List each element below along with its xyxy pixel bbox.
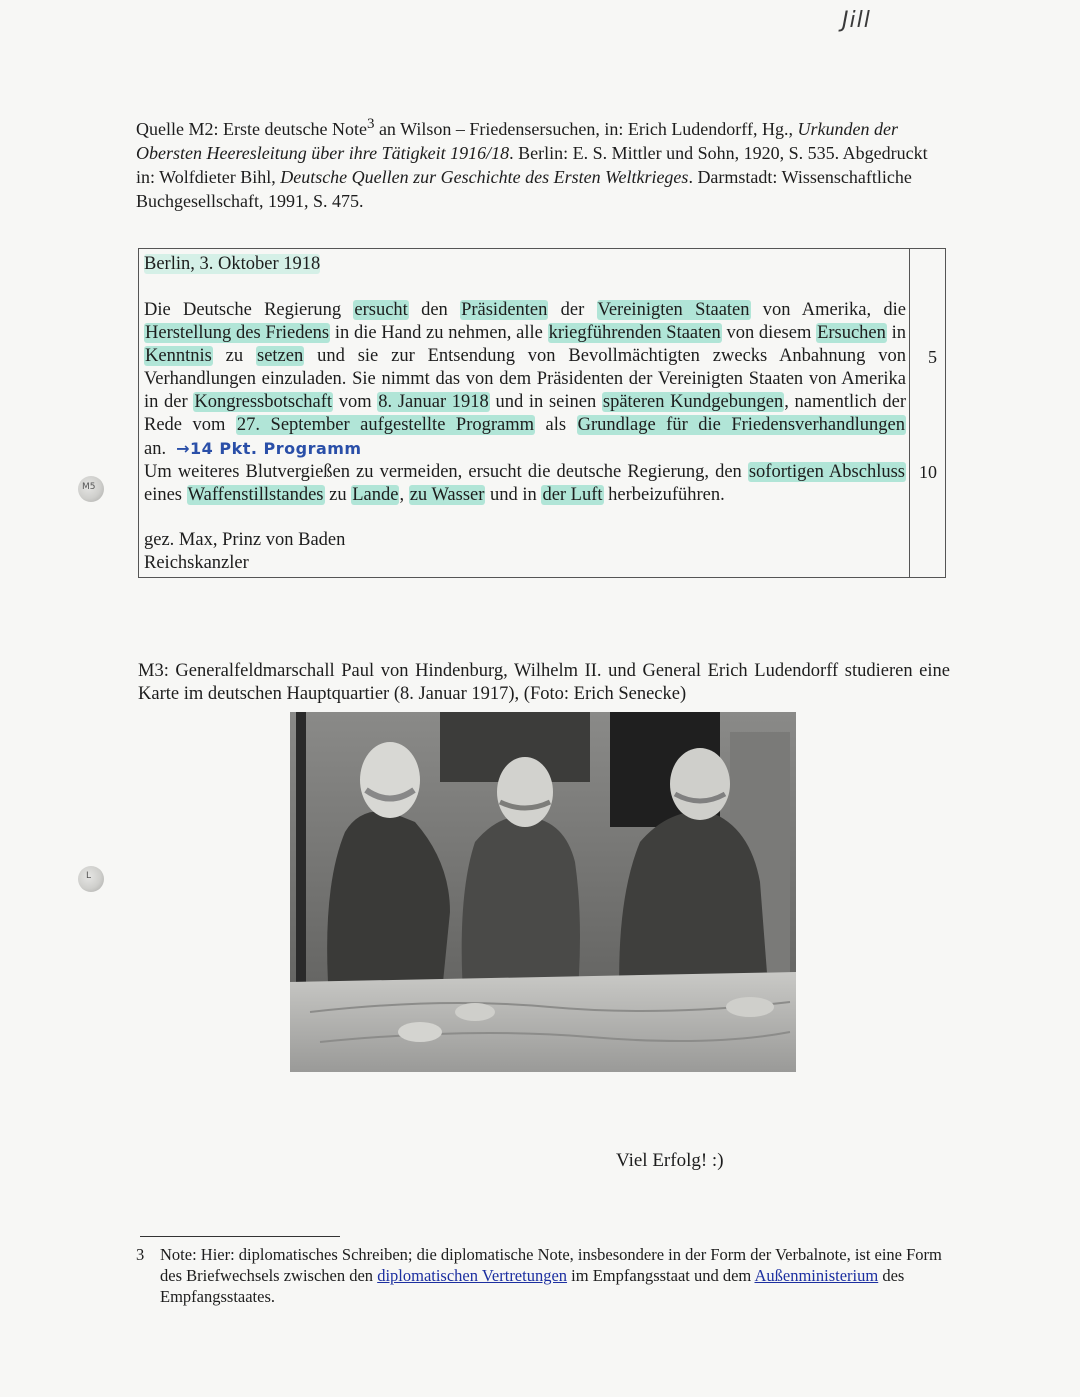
closing-message: Viel Erfolg! :) <box>616 1150 724 1171</box>
source-title-2: Deutsche Quellen zur Geschichte des Ersten Weltkrieges <box>280 167 689 187</box>
diplomatic-missions-link[interactable]: diplomatischen Vertretungen <box>377 1266 568 1285</box>
line-number-5: 5 <box>928 347 937 367</box>
source-citation: Quelle M2: Erste deutsche Note$^3$ an Wilson – Friedensersuchen, in: Erich Ludendorff, Hg., Urkunden der Obersten Heeresleitung über ihre Tätigkeit 1916/18. Berlin: E. S. Mittler und Sohn, 1920, S. 535. Abgedruckt in: Wolfdieter Bihl, Deutsche Quellen zur Geschichte des Ersten Weltkrieges. Darmstadt: Wissenschaftliche Buchgesellschaft, 1991, S. 475. <box>136 116 928 211</box>
punch-hole-top-label: M5 <box>82 482 96 492</box>
source-title-1: Urkunden der Obersten Heeresleitung über ihre Tätigkeit 1916/18 <box>136 119 898 163</box>
letter-box <box>138 248 946 578</box>
punch-hole-bottom-label: L <box>86 871 92 881</box>
letter-paragraph-2: Um weiteres Blutvergießen zu vermeiden, ersucht die deutsche Regierung, den sofortigen Abschluss eines Waffenstillstandes zu Lande, zu Wasser und in der Luft herbeizuführen. <box>144 462 905 505</box>
letter-text <box>144 253 906 575</box>
m3-caption: M3: Generalfeldmarschall Paul von Hindenburg, Wilhelm II. und General Erich Ludendorff studieren eine Karte im deutschen Hauptquartier (8. Januar 1917), (Foto: Erich Senecke) <box>138 661 950 704</box>
handwritten-annotation: →14 Pkt. Programm <box>176 439 362 458</box>
letter-date: Berlin, 3. Oktober 1918 <box>144 254 321 274</box>
letter-paragraph-1: Die Deutsche Regierung ersucht den Präsidenten der Vereinigten Staaten von Amerika, die Herstellung des Friedens in die Hand zu nehmen, alle kriegführenden Staaten von diesem Ersuchen in Kenntnis zu setzen und sie zur Entsendung von Bevollmächtigten zwecks Anbahnung von Verhandlungen einzuladen. Sie nimmt das von dem Präsidenten der Vereinigten Staaten von Amerika in der Kongressbotschaft vom 8. Januar 1918 und in seinen späteren Kundgebungen, namentlich der Rede vom 27. September aufgestellte Programm als Grundlage für die Friedensverhandlungen an. →14 Pkt. Programm <box>144 300 907 459</box>
footnote-reference: 3 <box>366 116 375 132</box>
footnote-number: 3 <box>136 1245 145 1264</box>
foreign-ministry-link[interactable]: Außenministerium <box>754 1266 879 1285</box>
letter-signature: gez. Max, Prinz von Baden Reichskanzler <box>144 530 346 573</box>
historical-photo <box>290 712 796 1072</box>
footnote <box>136 1244 946 1307</box>
handwritten-name: Jill <box>842 8 871 33</box>
line-number-column <box>909 249 945 577</box>
footnote-divider <box>140 1236 340 1237</box>
line-number-10: 10 <box>919 462 937 482</box>
footnote-text: Note: Hier: diplomatisches Schreiben; die diplomatische Note, insbesondere in der Form der Verbalnote, ist eine Form des Briefwechsels zwischen den diplomatischen Vertretungen im Empfangsstaat und dem Außenministerium des Empfangsstaates. <box>160 1245 942 1306</box>
